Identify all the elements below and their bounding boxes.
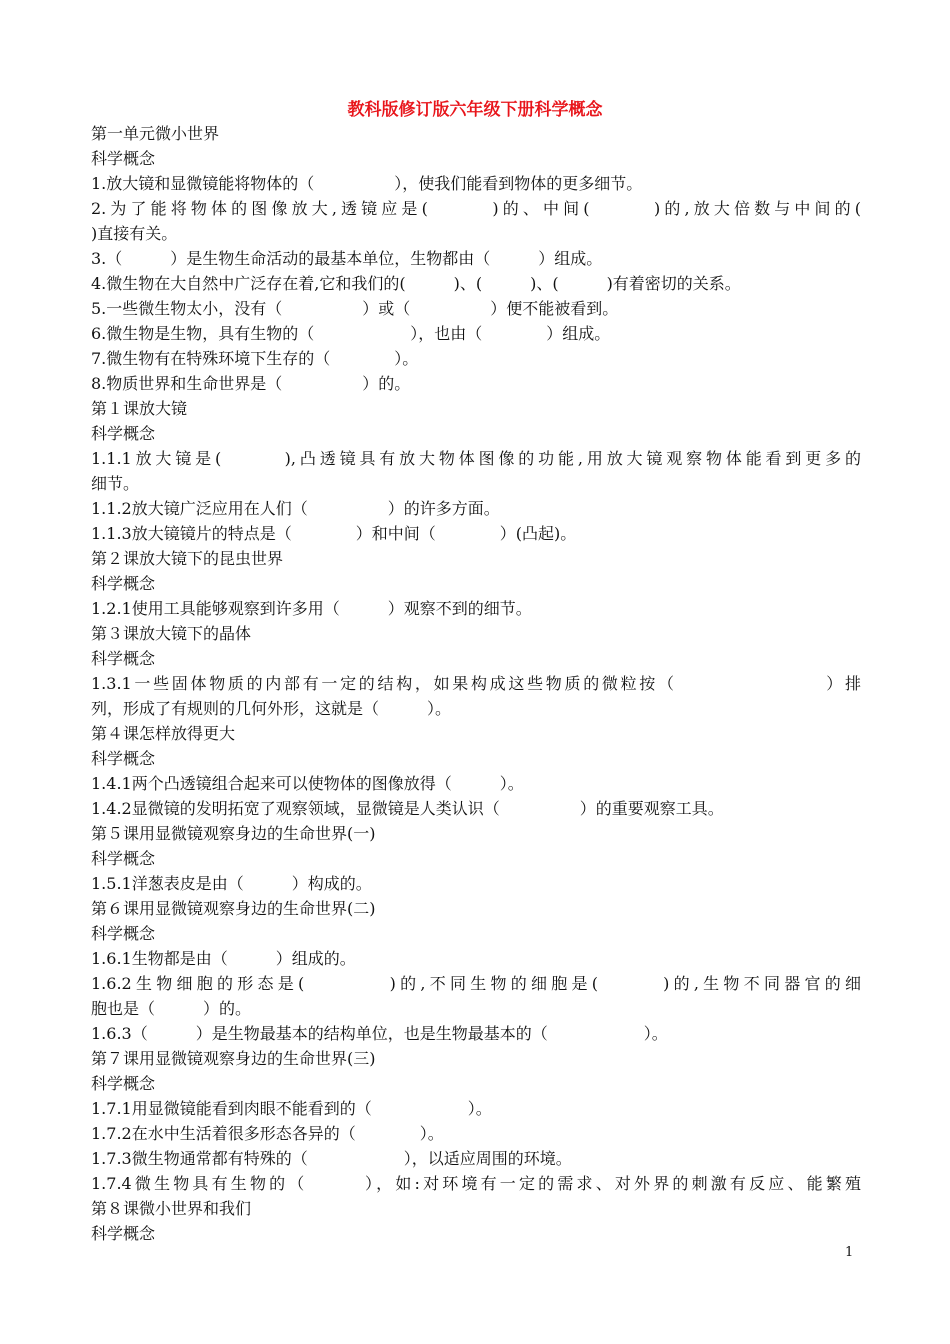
page-number: 1 [845, 1245, 854, 1260]
document-title: 教科版修订版六年级下册科学概念 [347, 100, 603, 120]
text-line: 科学概念 [91, 149, 156, 168]
text-line: 2.为了能将物体的图像放大,透镜应是( )的、中间( )的,放大倍数与中间的( [91, 199, 861, 218]
text-line: 第１课放大镜 [91, 399, 188, 418]
text-line: 列，形成了有规则的几何外形，这就是（ ）。 [91, 699, 452, 718]
text-line: 7.微生物有在特殊环境下生存的（ ）。 [91, 349, 419, 368]
text-line: 细节。 [91, 474, 140, 493]
text-line: 1.2.1使用工具能够观察到许多用（ ）观察不到的细节。 [91, 599, 532, 618]
text-line: 科学概念 [91, 574, 156, 593]
text-line: 1.3.1一些固体物质的内部有一定的结构，如果构成这些物质的微粒按（ ）排 [91, 674, 861, 693]
text-line: 1.6.3（ ）是生物最基本的结构单位，也是生物最基本的（ ）。 [91, 1024, 668, 1043]
text-line: 1.4.1两个凸透镜组合起来可以使物体的图像放得（ ）。 [91, 774, 524, 793]
text-line: 5.一些微生物太小，没有（ ）或（ ）便不能被看到。 [91, 299, 619, 318]
text-line: 1.7.2在水中生活着很多形态各异的（ ）。 [91, 1124, 444, 1143]
text-line: 1.1.3放大镜镜片的特点是（ ）和中间（ ）(凸起)。 [91, 524, 577, 543]
text-line: 第３课放大镜下的晶体 [91, 624, 252, 643]
text-line: 科学概念 [91, 649, 156, 668]
text-line: 第６课用显微镜观察身边的生命世界(二) [91, 899, 376, 918]
document-body [91, 121, 861, 1246]
text-line: 1.1.2放大镜广泛应用在人们（ ）的许多方面。 [91, 499, 500, 518]
text-line: 1.6.2生物细胞的形态是( )的,不同生物的细胞是( )的,生物不同器官的细 [91, 974, 861, 993]
text-line: 1.7.3微生物通常都有特殊的（ ），以适应周围的环境。 [91, 1149, 572, 1168]
text-line: 科学概念 [91, 749, 156, 768]
text-line: 4.微生物在大自然中广泛存在着,它和我们的( )、( )、( )有着密切的关系。 [91, 274, 741, 293]
text-line: 6.微生物是生物，具有生物的（ ），也由（ ）组成。 [91, 324, 611, 343]
text-line: 科学概念 [91, 1224, 156, 1243]
text-line: 1.5.1洋葱表皮是由（ ）构成的。 [91, 874, 372, 893]
text-line: 1.4.2显微镜的发明拓宽了观察领域，显微镜是人类认识（ ）的重要观察工具。 [91, 799, 724, 818]
text-line: 1.1.1放大镜是( ),凸透镜具有放大物体图像的功能,用放大镜观察物体能看到更多的 [91, 449, 861, 468]
text-line: 第７课用显微镜观察身边的生命世界(三) [91, 1049, 376, 1068]
text-line: 1.放大镜和显微镜能将物体的（ ），使我们能看到物体的更多细节。 [91, 174, 643, 193]
text-line: 8.物质世界和生命世界是（ ）的。 [91, 374, 411, 393]
text-line: 第４课怎样放得更大 [91, 724, 236, 743]
text-line: 第８课微小世界和我们 [91, 1199, 252, 1218]
text-line: 1.7.4微生物具有生物的（ ），如:对环境有一定的需求、对外界的刺激有反应、能繁殖 [91, 1174, 861, 1193]
text-line: 科学概念 [91, 849, 156, 868]
text-line: 3.（ ）是生物生命活动的最基本单位，生物都由（ ）组成。 [91, 249, 603, 268]
text-line: )直接有关。 [91, 224, 178, 243]
text-line: 1.7.1用显微镜能看到肉眼不能看到的（ ）。 [91, 1099, 492, 1118]
text-line: 科学概念 [91, 1074, 156, 1093]
text-line: 科学概念 [91, 424, 156, 443]
text-line: 1.6.1生物都是由（ ）组成的。 [91, 949, 356, 968]
text-line: 第一单元微小世界 [91, 124, 220, 143]
text-line: 第２课放大镜下的昆虫世界 [91, 549, 284, 568]
text-line: 第５课用显微镜观察身边的生命世界(一) [91, 824, 376, 843]
text-line: 科学概念 [91, 924, 156, 943]
text-line: 胞也是（ ）的。 [91, 999, 252, 1018]
